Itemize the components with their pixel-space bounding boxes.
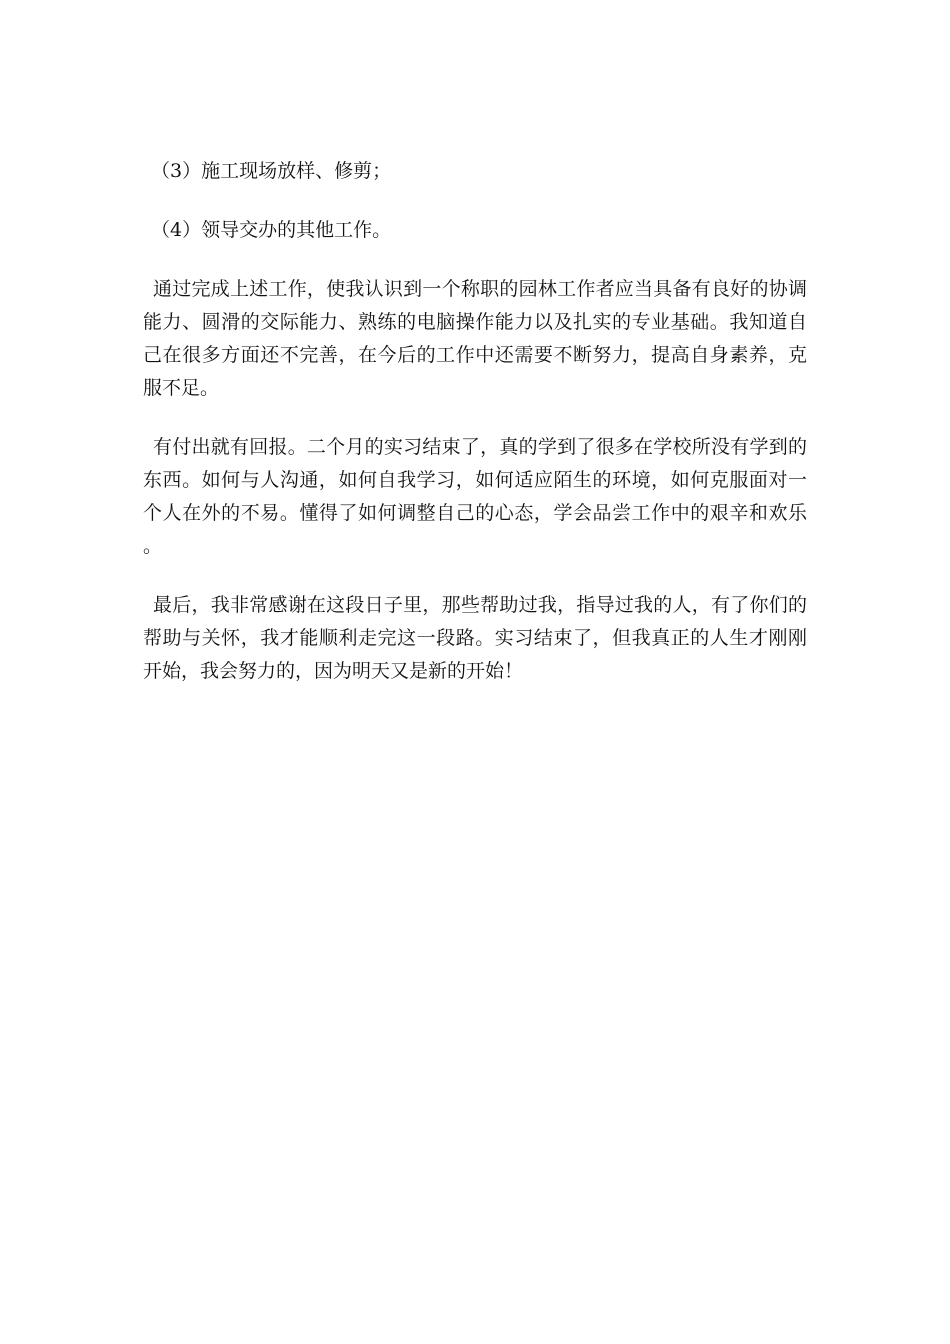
paragraph-work-summary: 通过完成上述工作，使我认识到一个称职的园林工作者应当具备有良好的协调能力、圆滑的交际能力、熟练的电脑操作能力以及扎实的专业基础。我知道自己在很多方面还不完善，在今后的工作中还需要不断努力，提高自身素养，克服不足。 [143, 278, 807, 399]
paragraph-thanks: 最后，我非常感谢在这段日子里，那些帮助过我，指导过我的人，有了你们的帮助与关怀，我才能顺利走完这一段路。实习结束了，但我真正的人生才刚刚开始，我会努力的，因为明天又是新的开始！ [143, 594, 807, 682]
paragraph-reward: 有付出就有回报。二个月的实习结束了，真的学到了很多在学校所没有学到的东西。如何与人沟通，如何自我学习，如何适应陌生的环境，如何克服面对一个人在外的不易。懂得了如何调整自己的心态，学会品尝工作中的艰辛和欢乐。 [143, 436, 807, 557]
list-item: （4）领导交办的其他工作。 [151, 219, 392, 241]
list-item: （3）施工现场放样、修剪； [151, 160, 392, 182]
document-body [143, 155, 807, 714]
